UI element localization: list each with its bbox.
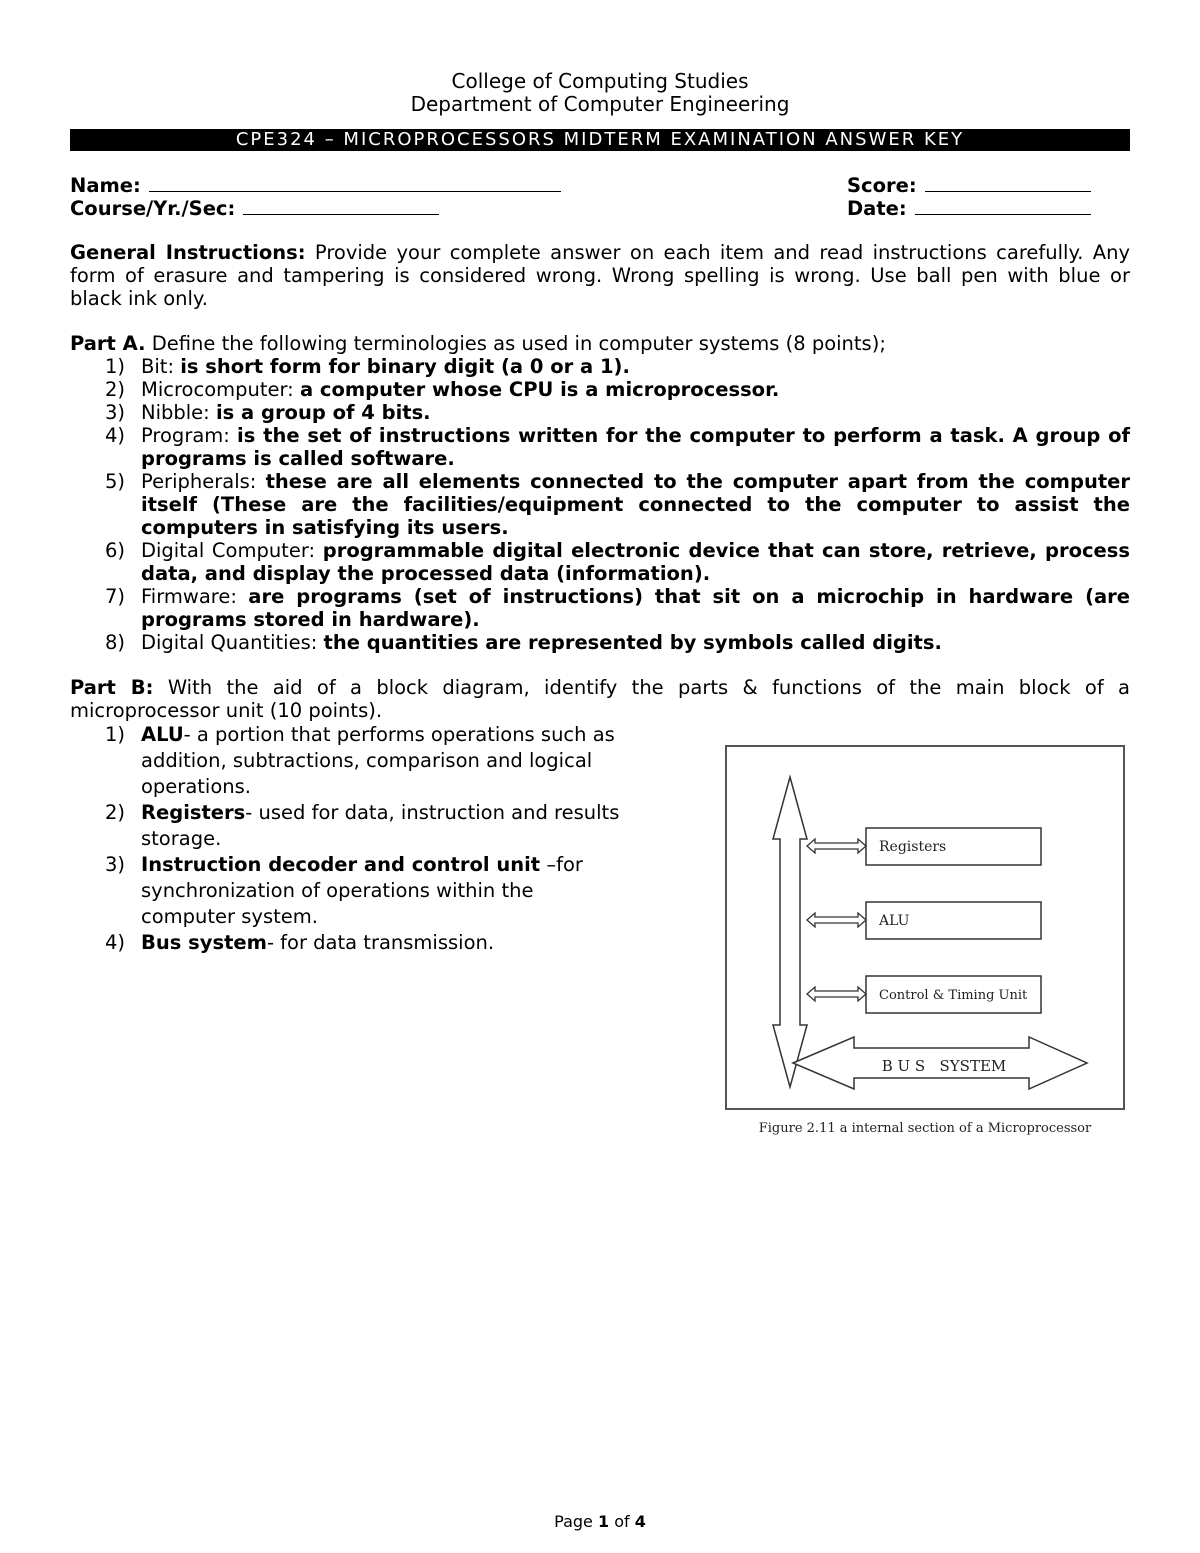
control-timing-block-label: Control & Timing Unit bbox=[879, 988, 1028, 1003]
date-field[interactable] bbox=[847, 196, 1091, 220]
page-label: Page bbox=[554, 1512, 598, 1531]
alu-connector-arrow bbox=[807, 913, 866, 927]
date-label: Date: bbox=[847, 197, 907, 220]
student-fields bbox=[70, 173, 1130, 219]
course-label: Course/Yr./Sec: bbox=[70, 197, 236, 220]
bus-system-label: B U S SYSTEM bbox=[881, 1057, 1007, 1075]
registers-block-label: Registers bbox=[879, 839, 947, 855]
list-item: 6) Digital Computer: programmable digital electronic device that can store, retrieve, process data, and display the processed data (information). bbox=[105, 539, 1130, 585]
exam-page bbox=[70, 69, 1131, 1136]
score-label: Score: bbox=[847, 174, 917, 197]
alu-block-label: ALU bbox=[879, 913, 910, 929]
part-a-text: Define the following terminologies as used in computer systems (8 points); bbox=[145, 332, 886, 355]
instructions-text: Provide your complete answer on each item and read instructions carefully. Any form of erasure and tampering is considered wrong. Wrong spelling is wrong. Use ball pen with blue or black ink only. bbox=[70, 241, 1131, 310]
list-item: 1) ALU- a portion that performs operations such as addition, subtractions, comparison and logical operations. bbox=[105, 723, 615, 798]
microprocessor-block-diagram bbox=[725, 745, 1125, 1110]
vertical-bus-arrow bbox=[773, 777, 807, 1087]
list-item: 3) Instruction decoder and control unit –for synchronization of operations within the computer system. bbox=[105, 853, 583, 928]
of-label: of bbox=[609, 1512, 635, 1531]
course-blank[interactable] bbox=[243, 196, 439, 215]
list-item: 8) Digital Quantities: the quantities are represented by symbols called digits. bbox=[105, 631, 942, 654]
score-blank[interactable] bbox=[925, 173, 1091, 192]
part-a bbox=[70, 332, 1130, 654]
part-b-label: Part B: bbox=[70, 676, 154, 699]
registers-connector-arrow bbox=[807, 839, 866, 853]
block-diagram-svg bbox=[727, 747, 1123, 1108]
exam-title-bar: CPE324 – MICROPROCESSORS MIDTERM EXAMINATION ANSWER KEY bbox=[70, 129, 1130, 151]
name-label: Name: bbox=[70, 174, 141, 197]
list-item: 7) Firmware: are programs (set of instructions) that sit on a microchip in hardware (are programs stored in hardware). bbox=[105, 585, 1131, 631]
list-item: 5) Peripherals: these are all elements connected to the computer apart from the computer itself (These are the facilities/equipment connected to the computer to assist the computers in satisfying its users. bbox=[105, 470, 1130, 539]
part-b-list bbox=[70, 722, 630, 956]
date-blank[interactable] bbox=[915, 196, 1091, 215]
page-current: 1 bbox=[597, 1512, 610, 1531]
control-connector-arrow bbox=[807, 987, 866, 1001]
department-name: Department of Computer Engineering bbox=[410, 92, 790, 116]
figure-caption: Figure 2.11 a internal section of a Microprocessor bbox=[758, 1121, 1092, 1136]
part-a-label: Part A. bbox=[70, 332, 146, 355]
name-blank[interactable] bbox=[149, 173, 561, 192]
score-field[interactable] bbox=[847, 173, 1091, 197]
instructions-label: General Instructions: bbox=[70, 241, 306, 264]
general-instructions bbox=[70, 241, 1130, 310]
page-total: 4 bbox=[634, 1512, 646, 1531]
part-b-text: With the aid of a block diagram, identify the parts & functions of the main block of a microprocessor unit (10 points). bbox=[70, 676, 1130, 722]
college-name: College of Computing Studies bbox=[451, 69, 749, 93]
page-footer bbox=[0, 1510, 1200, 1533]
name-field[interactable] bbox=[70, 173, 561, 197]
list-item: 2) Registers- used for data, instruction and results storage. bbox=[105, 801, 620, 850]
list-item: 1) Bit: is short form for binary digit (a 0 or a 1). bbox=[105, 355, 630, 378]
list-item: 4) Bus system- for data transmission. bbox=[105, 931, 495, 954]
list-item: 3) Nibble: is a group of 4 bits. bbox=[105, 401, 431, 424]
part-a-list bbox=[70, 355, 1130, 654]
list-item: 2) Microcomputer: a computer whose CPU is a microprocessor. bbox=[105, 378, 780, 401]
list-item: 4) Program: is the set of instructions written for the computer to perform a task. A group of programs is called software. bbox=[105, 424, 1131, 470]
course-field[interactable] bbox=[70, 196, 439, 220]
